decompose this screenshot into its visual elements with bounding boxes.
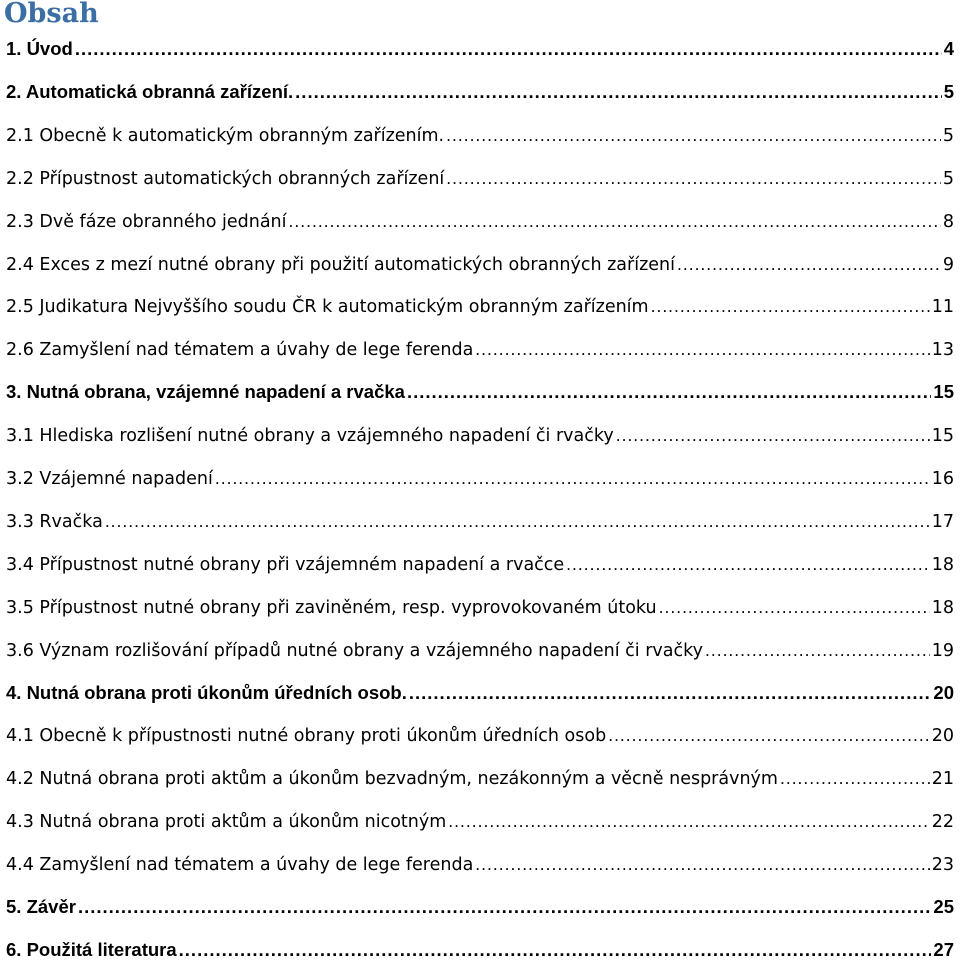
toc-dot-leader: [780, 767, 930, 789]
toc-entry[interactable]: [6, 767, 954, 789]
toc-page-number: 8: [942, 211, 954, 232]
toc-page-number: 18: [931, 597, 954, 618]
toc-entry-text: 2. Automatická obranná zařízení.: [6, 80, 294, 102]
toc-dot-leader: [659, 596, 930, 618]
toc-entry-text: 4.3 Nutná obrana proti aktům a úkonům nicotným: [6, 812, 447, 833]
toc-entry-text: 2.1 Obecně k automatickým obranným zařízením.: [6, 125, 445, 146]
toc-dot-leader: [215, 467, 930, 489]
toc-dot-leader: [677, 253, 941, 275]
toc-page-number: 15: [933, 381, 954, 403]
toc-page-number: 20: [933, 681, 954, 703]
toc-entry-text: 2.2 Přípustnost automatických obranných zařízení: [6, 168, 445, 189]
toc-entry[interactable]: [6, 210, 954, 232]
toc-entry[interactable]: [6, 853, 954, 875]
toc-entry[interactable]: [6, 896, 954, 918]
toc-entry-text: 2.6 Zamyšlení nad tématem a úvahy de lege ferenda: [6, 340, 474, 361]
toc-dot-leader: [78, 896, 931, 918]
toc-page-number: 20: [931, 726, 954, 747]
toc-page-number: 9: [942, 254, 954, 275]
toc-page-number: 18: [931, 554, 954, 575]
toc-dot-leader: [407, 381, 931, 403]
toc-page-number: 15: [931, 426, 954, 447]
toc-entry[interactable]: [6, 124, 954, 146]
toc-page-number: 22: [931, 812, 954, 833]
toc-entry-text: 3.3 Rvačka: [6, 511, 103, 532]
toc-dot-leader: [289, 210, 941, 232]
toc-entry[interactable]: [6, 810, 954, 832]
toc-dot-leader: [566, 553, 930, 575]
toc-dot-leader: [475, 853, 929, 875]
toc-entry-text: 3.4 Přípustnost nutné obrany při vzájemném napadení a rvačce: [6, 554, 565, 575]
toc-entry-text: 3.5 Přípustnost nutné obrany při zaviněném, resp. vyprovokovaném útoku: [6, 597, 657, 618]
toc-dot-leader: [446, 167, 941, 189]
toc-dot-leader: [295, 81, 942, 103]
toc-entry[interactable]: [6, 81, 954, 103]
toc-page-number: 25: [933, 896, 954, 917]
toc-page-number: 19: [931, 640, 954, 661]
toc-dot-leader: [651, 295, 930, 317]
toc-entry[interactable]: [6, 381, 954, 403]
toc-entry[interactable]: [6, 38, 954, 60]
toc-dot-leader: [105, 510, 930, 532]
toc-dot-leader: [608, 724, 930, 746]
toc-entry[interactable]: [6, 596, 954, 618]
toc-title: Obsah: [4, 0, 99, 29]
toc-entry[interactable]: [6, 424, 954, 446]
toc-dot-leader: [446, 124, 941, 146]
toc-entry-text: 2.5 Judikatura Nejvyššího soudu ČR k automatickým obranným zařízením: [6, 297, 649, 318]
toc-page-number: 4: [943, 38, 954, 59]
toc-entry-text: 2.3 Dvě fáze obranného jednání: [6, 211, 287, 232]
toc-page-number: 21: [931, 769, 954, 790]
toc-entry-text: 1. Úvod: [6, 38, 73, 59]
toc-page-number: 13: [931, 340, 954, 361]
toc-entry[interactable]: [6, 682, 954, 704]
toc-page-number: 17: [931, 511, 954, 532]
toc-dot-leader: [475, 338, 929, 360]
toc-entry-text: 3.6 Význam rozlišování případů nutné obrany a vzájemného napadení či rvačky: [6, 640, 703, 661]
toc-dot-leader: [409, 682, 932, 704]
toc-entry-text: 4.4 Zamyšlení nad tématem a úvahy de lege ferenda: [6, 855, 474, 876]
toc-page-number: 11: [931, 297, 954, 318]
toc-entry[interactable]: [6, 724, 954, 746]
toc-dot-leader: [179, 939, 932, 961]
toc-entry[interactable]: [6, 253, 954, 275]
toc-entry[interactable]: [6, 338, 954, 360]
toc-entry[interactable]: [6, 467, 954, 489]
toc-entry-text: 3. Nutná obrana, vzájemné napadení a rvačka: [6, 381, 405, 403]
toc-entry-text: 2.4 Exces z mezí nutné obrany při použití automatických obranných zařízení: [6, 254, 675, 275]
toc-dot-leader: [616, 424, 930, 446]
toc-page-number: 23: [931, 855, 954, 876]
toc-entry[interactable]: [6, 167, 954, 189]
toc-page-number: 5: [943, 80, 954, 102]
toc-entry[interactable]: [6, 510, 954, 532]
toc-entry-text: 6. Použitá literatura: [6, 938, 177, 960]
toc-entry[interactable]: [6, 295, 954, 317]
toc-entry-text: 4.1 Obecně k přípustnosti nutné obrany proti úkonům úředních osob: [6, 726, 607, 747]
toc-page-number: 16: [931, 469, 954, 489]
toc-entry[interactable]: [6, 639, 954, 661]
toc-dot-leader: [705, 639, 930, 661]
toc-entry-text: 4.2 Nutná obrana proti aktům a úkonům bezvadným, nezákonným a věcně nesprávným: [6, 769, 778, 790]
toc-dot-leader: [448, 810, 929, 832]
toc-page-number: 5: [942, 168, 954, 189]
toc-entry-text: 5. Závěr: [6, 896, 76, 917]
toc-dot-leader: [75, 38, 942, 60]
toc-entry[interactable]: [6, 553, 954, 575]
toc-entry-text: 3.2 Vzájemné napadení: [6, 469, 213, 489]
toc-entry-text: 3.1 Hlediska rozlišení nutné obrany a vzájemného napadení či rvačky: [6, 426, 614, 447]
toc-entry[interactable]: [6, 939, 954, 961]
toc-page-number: 5: [942, 125, 954, 146]
toc-entry-text: 4. Nutná obrana proti úkonům úředních osob.: [6, 681, 407, 703]
toc-page-number: 27: [933, 938, 954, 960]
